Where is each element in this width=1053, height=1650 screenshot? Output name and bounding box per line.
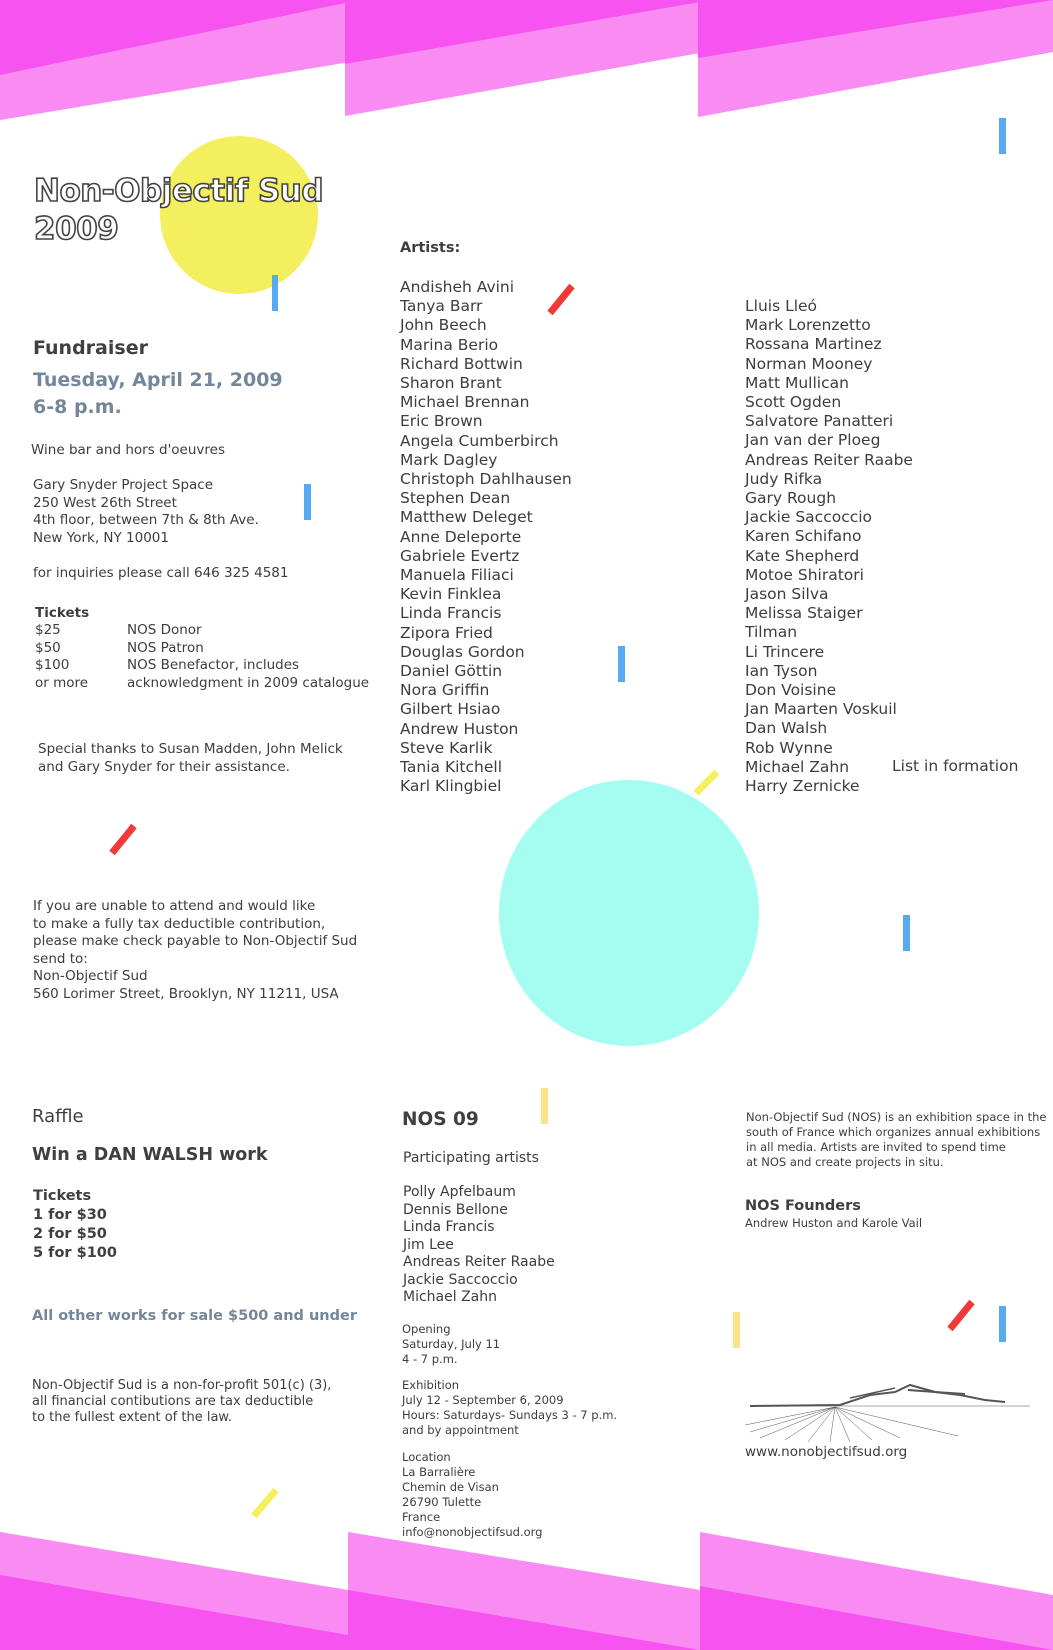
venue-line: 4th floor, between 7th & 8th Ave. <box>33 512 259 528</box>
artist-name: Sharon Brant <box>400 374 502 393</box>
artists-heading: Artists: <box>400 240 461 256</box>
artist-name: Anne Deleporte <box>400 527 522 546</box>
raffle-prize: Win a DAN WALSH work <box>32 1145 268 1165</box>
artist-name: Tilman <box>745 623 798 642</box>
artist-name: Melissa Staiger <box>745 604 863 623</box>
artist-name: Jason Silva <box>745 585 829 604</box>
bottom-magenta-bands <box>0 1532 1053 1650</box>
ticket-price: $100 <box>35 657 70 673</box>
artist-name: Matt Mullican <box>745 373 849 392</box>
artist-name: Don Voisine <box>745 681 837 700</box>
top-magenta-bands <box>0 0 1053 120</box>
artist-name: Jan van der Ploeg <box>745 431 881 450</box>
yellow-bar <box>733 1312 740 1348</box>
artist-name: Salvatore Panatteri <box>745 412 894 431</box>
raffle-tickets <box>33 1187 117 1263</box>
artist-name: Linda Francis <box>400 604 502 623</box>
opening-line: Saturday, July 11 <box>402 1337 501 1351</box>
about-line: at NOS and create projects in situ. <box>746 1155 944 1169</box>
opening-line: Opening <box>402 1322 451 1336</box>
raffle-tickets-heading: Tickets <box>33 1188 92 1204</box>
artist-name: Tanya Barr <box>400 297 483 316</box>
nonprofit-line: Non-Objectif Sud is a non-for-profit 501(c) (3), <box>32 1378 332 1393</box>
about-line: Non-Objectif Sud (NOS) is an exhibition space in the <box>746 1110 1047 1124</box>
participating-artist-name: Jim Lee <box>403 1236 454 1253</box>
artist-name: Mark Dagley <box>400 450 498 469</box>
ticket-level: NOS Patron <box>127 639 204 656</box>
yellow-bar <box>541 1088 548 1124</box>
location-email: info@nonobjectifsud.org <box>402 1525 543 1539</box>
location-line: La Barralière <box>402 1465 476 1479</box>
artist-name: Rob Wynne <box>745 738 833 757</box>
artist-name: Steve Karlik <box>400 738 493 757</box>
artist-name: Stephen Dean <box>400 489 511 508</box>
yellow-dash <box>696 772 717 793</box>
artist-name: Manuela Filiaci <box>400 566 514 585</box>
ticket-price: $25 <box>35 622 61 638</box>
raffle-ticket-option: 1 for $30 <box>33 1207 107 1223</box>
exhibition-line: and by appointment <box>402 1423 519 1437</box>
ticket-level: NOS Benefactor, includes <box>127 657 300 673</box>
artist-name: Norman Mooney <box>745 354 873 373</box>
yellow-dash <box>254 1490 276 1516</box>
exhibition-line: July 12 - September 6, 2009 <box>402 1393 564 1407</box>
nonprofit-note <box>32 1378 331 1426</box>
fundraiser-heading: Fundraiser <box>33 337 148 359</box>
participating-artist-name: Linda Francis <box>403 1219 495 1235</box>
ticket-row <box>35 622 369 640</box>
artist-name: Douglas Gordon <box>400 642 525 661</box>
contribution-line: to make a fully tax deductible contribution, <box>33 915 326 932</box>
artist-name: Richard Bottwin <box>400 354 523 373</box>
artist-name: Dan Walsh <box>745 719 828 738</box>
ticket-table <box>35 622 369 692</box>
participating-artist-name: Dennis Bellone <box>403 1201 508 1218</box>
venue-line: New York, NY 10001 <box>33 529 169 546</box>
nonprofit-line: all financial contibutions are tax deductible <box>32 1394 314 1409</box>
artist-name: Gabriele Evertz <box>400 546 520 565</box>
artist-name: Mark Lorenzetto <box>745 316 871 335</box>
blue-bar <box>999 1306 1006 1342</box>
artist-name: Jackie Saccoccio <box>745 508 873 527</box>
nonprofit-line: to the fullest extent of the law. <box>32 1410 232 1425</box>
founders-names: Andrew Huston and Karole Vail <box>745 1216 923 1230</box>
time-text: 6-8 p.m. <box>33 396 122 418</box>
thanks-line: and Gary Snyder for their assistance. <box>38 758 290 775</box>
artist-name: Harry Zernicke <box>745 777 860 796</box>
exhibition-line: Hours: Saturdays- Sundays 3 - 7 p.m. <box>402 1408 618 1422</box>
participating-artists-label: Participating artists <box>403 1150 539 1166</box>
inquiries-text: for inquiries please call 646 325 4581 <box>33 565 289 581</box>
participating-artist-name: Andreas Reiter Raabe <box>403 1254 555 1270</box>
ticket-price: or more <box>35 674 89 691</box>
participating-artist-name: Michael Zahn <box>403 1289 497 1305</box>
artist-name: Judy Rifka <box>745 469 823 488</box>
exhibition-line: Exhibition <box>402 1378 460 1392</box>
artist-name: Kevin Finklea <box>400 585 502 604</box>
contribution-line: send to: <box>33 950 88 967</box>
list-in-formation-note: List in formation <box>892 757 1019 775</box>
artist-name: Eric Brown <box>400 412 483 431</box>
venue-line: 250 West 26th Street <box>33 494 177 511</box>
location-line: France <box>402 1510 441 1524</box>
contribution-line: please make check payable to Non-Objectif Sud <box>33 933 358 949</box>
venue-address <box>33 477 259 547</box>
location-info <box>402 1450 542 1540</box>
artist-name: Angela Cumberbirch <box>400 431 559 450</box>
ticket-level: acknowledgment in 2009 catalogue <box>127 674 370 691</box>
nos09-artist-list <box>403 1184 555 1307</box>
wine-bar-text: Wine bar and hors d'oeuvres <box>31 442 226 458</box>
artist-name: John Beech <box>400 316 487 335</box>
artist-name: Ian Tyson <box>745 661 818 680</box>
raffle-heading: Raffle <box>32 1106 84 1127</box>
landscape-drawing <box>745 1385 1030 1442</box>
red-dash <box>950 1302 972 1329</box>
thanks-line: Special thanks to Susan Madden, John Melick <box>38 741 343 757</box>
artist-name: Rossana Martinez <box>745 335 882 354</box>
contribution-line: Non-Objectif Sud <box>33 968 148 984</box>
location-line: Chemin de Visan <box>402 1480 499 1494</box>
artist-name: Nora Griffin <box>400 681 490 700</box>
poster-title <box>34 172 323 248</box>
artist-name: Li Trincere <box>745 642 825 661</box>
contribution-line: If you are unable to attend and would like <box>33 898 316 914</box>
artist-name: Gilbert Hsiao <box>400 700 501 719</box>
artist-name: Karen Schifano <box>745 527 862 546</box>
artist-name: Andisheh Avini <box>400 278 515 296</box>
artist-name: Marina Berio <box>400 335 499 354</box>
about-line: in all media. Artists are invited to spend time <box>746 1140 1006 1154</box>
other-works-note: All other works for sale $500 and under <box>32 1308 357 1324</box>
artist-name: Matthew Deleget <box>400 508 533 527</box>
ticket-price: $50 <box>35 639 61 656</box>
artist-name: Lluis Lleó <box>745 297 818 315</box>
artist-name: Christoph Dahlhausen <box>400 470 572 489</box>
exhibition-info <box>402 1378 617 1438</box>
artist-name: Zipora Fried <box>400 623 493 642</box>
nos09-heading: NOS 09 <box>402 1109 479 1130</box>
about-line: south of France which organizes annual exhibitions <box>746 1125 1041 1139</box>
ticket-row <box>35 675 369 693</box>
blue-bar <box>903 915 910 951</box>
artist-name: Andrew Huston <box>400 719 519 738</box>
artist-name: Michael Brennan <box>400 393 530 412</box>
tickets-heading: Tickets <box>35 605 90 621</box>
artist-name: Motoe Shiratori <box>745 565 864 584</box>
opening-line: 4 - 7 p.m. <box>402 1352 458 1366</box>
raffle-ticket-option: 2 for $50 <box>33 1226 107 1242</box>
founders-heading: NOS Founders <box>745 1198 861 1214</box>
artist-name: Karl Klingbiel <box>400 777 502 796</box>
blue-bar <box>999 118 1006 154</box>
about-description <box>746 1110 1046 1170</box>
blue-bar <box>618 646 625 682</box>
participating-artist-name: Polly Apfelbaum <box>403 1184 516 1200</box>
artists-column-2 <box>745 297 913 796</box>
artist-name: Tania Kitchell <box>400 758 502 777</box>
title-line1: Non-Objectif Sud <box>34 173 324 209</box>
contribution-text <box>33 898 357 1003</box>
raffle-ticket-option: 5 for $100 <box>33 1245 117 1261</box>
location-line: 26790 Tulette <box>402 1495 482 1509</box>
artist-name: Daniel Göttin <box>400 662 503 681</box>
artist-name: Jan Maarten Voskuil <box>745 700 897 719</box>
blue-bar <box>304 484 311 520</box>
artist-name: Andreas Reiter Raabe <box>745 450 913 469</box>
ticket-level: NOS Donor <box>127 622 202 638</box>
location-line: Location <box>402 1450 451 1464</box>
special-thanks <box>38 741 343 776</box>
ticket-row <box>35 640 369 658</box>
artist-name: Gary Rough <box>745 489 837 508</box>
blue-bar <box>272 275 278 311</box>
date-text: Tuesday, April 21, 2009 <box>33 369 283 391</box>
artist-name: Michael Zahn <box>745 757 850 776</box>
cyan-circle <box>499 780 759 1046</box>
artist-name: Kate Shepherd <box>745 546 860 565</box>
contribution-line: 560 Lorimer Street, Brooklyn, NY 11211, USA <box>33 985 339 1002</box>
title-line2: 2009 <box>34 211 119 247</box>
venue-line: Gary Snyder Project Space <box>33 477 214 493</box>
red-dash <box>112 826 134 853</box>
artist-name: Scott Ogden <box>745 393 842 412</box>
opening-info <box>402 1322 500 1367</box>
website-link[interactable]: www.nonobjectifsud.org <box>745 1444 908 1460</box>
participating-artist-name: Jackie Saccoccio <box>403 1271 518 1288</box>
ticket-row <box>35 657 369 675</box>
artists-column-1 <box>400 278 572 796</box>
fundraiser-date <box>33 367 283 421</box>
